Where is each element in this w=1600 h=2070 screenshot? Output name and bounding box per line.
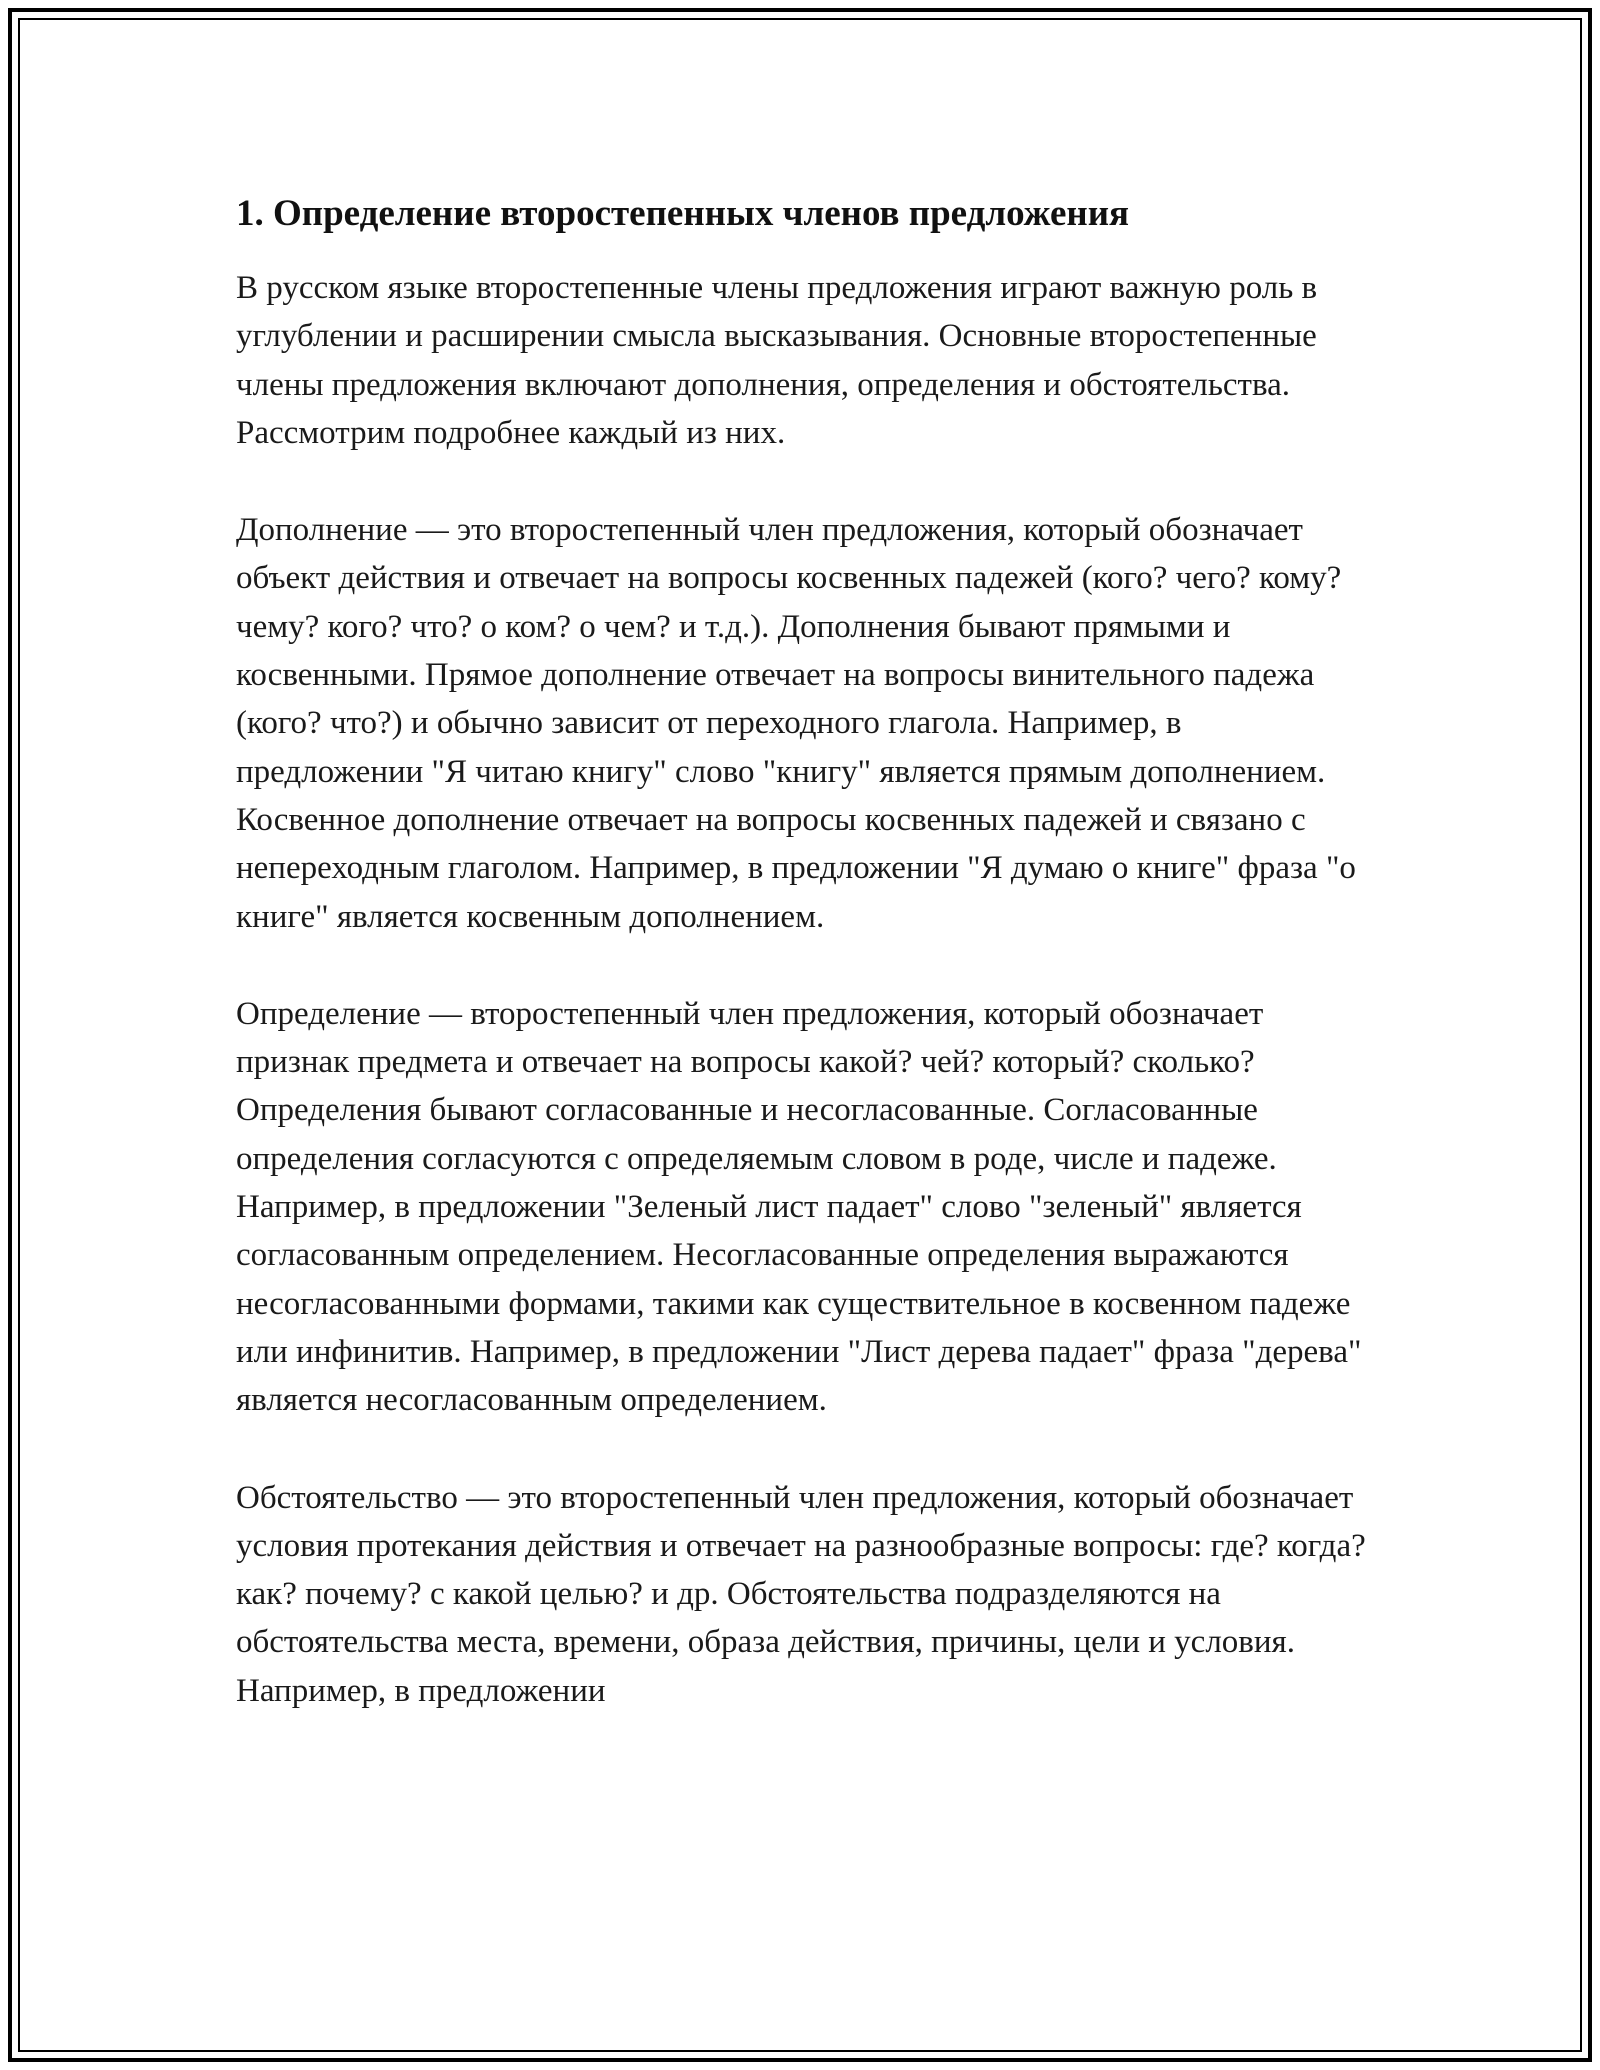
section-heading: 1. Определение второстепенных членов предложения xyxy=(236,193,1130,234)
paragraph-opredelenie: Определение — второстепенный член предложения, который обозначает признак предмета и отвечает на вопросы какой? чей? который? сколько? Определения бывают согласованные и несогласованные. Согласованные определения согласуются с определяемым словом в роде, числе и падеже. Например, в предложении "Зеленый лист падает" слово "зеленый" является согласованным определением. Несогласованные определения выражаются несогласованными формами, такими как существительное в косвенном падеже или инфинитив. Например, в предложении "Лист дерева падает" фраза "дерева" является несогласованным определением. xyxy=(236,995,1362,1419)
document-body xyxy=(236,186,1376,1764)
paragraph-dopolnenie: Дополнение — это второстепенный член предложения, который обозначает объект действия и отвечает на вопросы косвенных падежей (кого? чего? кому? чему? кого? что? о ком? о чем? и т.д.). Дополнения бывают прямыми и косвенными. Прямое дополнение отвечает на вопросы винительного падежа (кого? что?) и обычно зависит от переходного глагола. Например, в предложении "Я читаю книгу" слово "книгу" является прямым дополнением. Косвенное дополнение отвечает на вопросы косвенных падежей и связано с непереходным глаголом. Например, в предложении "Я думаю о книге" фраза "о книге" является косвенным дополнением. xyxy=(236,512,1356,935)
paragraph-obstoyatelstvo: Обстоятельство — это второстепенный член предложения, который обозначает условия протекания действия и отвечает на разнообразные вопросы: где? когда? как? почему? с какой целью? и др. Обстоятельства подразделяются на обстоятельства места, времени, образа действия, причины, цели и условия. Например, в предложении xyxy=(236,1479,1366,1709)
paragraph-intro: В русском языке второстепенные члены предложения играют важную роль в углублении и расширении смысла высказывания. Основные второстепенные члены предложения включают дополнения, определения и обстоятельства. Рассмотрим подробнее каждый из них. xyxy=(236,270,1318,451)
